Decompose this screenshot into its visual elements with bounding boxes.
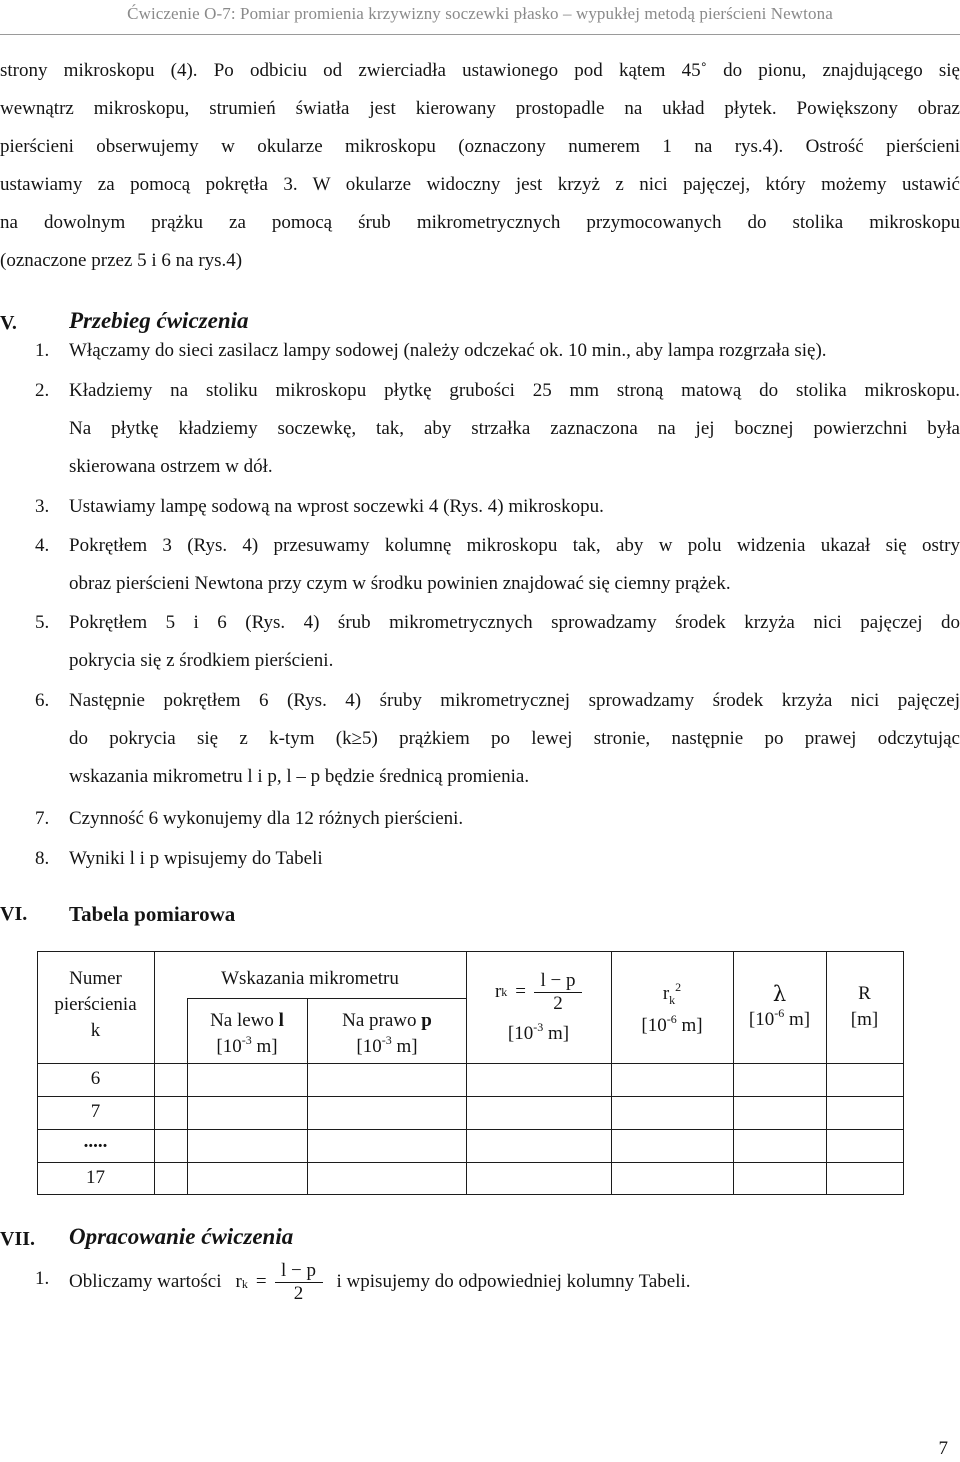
step-line: obraz pierścieni Newtona przy czym w środku powinien znajdować się ciemny prążek. xyxy=(69,573,731,594)
step-line: skierowana ostrzem w dół. xyxy=(69,456,273,477)
unit: [10 xyxy=(641,1014,667,1036)
section-number: VII. xyxy=(0,1228,36,1250)
denominator: 2 xyxy=(293,1282,304,1304)
header-text: k xyxy=(90,1020,101,1041)
table-line xyxy=(903,951,904,1195)
measurement-table xyxy=(37,951,904,1195)
table-line xyxy=(37,1096,904,1097)
unit: m] xyxy=(251,1036,278,1057)
exponent: -3 xyxy=(241,1033,252,1047)
header-rule xyxy=(0,34,960,35)
intro-line: pierścieni obserwujemy w okularze mikroskopu (oznaczony numerem 1 na rys.4). Ostrość pierścieni xyxy=(0,136,960,157)
table-line xyxy=(37,1194,904,1195)
section-vi-heading xyxy=(0,903,960,935)
rk-symbol: r xyxy=(494,981,502,1002)
fraction xyxy=(534,970,582,1015)
step-line: do pokrycia się z k-tym (k≥5) prążkiem po lewej stronie, następnie po prawej odczytując xyxy=(69,728,960,749)
rk-symbol: r xyxy=(235,1271,242,1292)
step-text: Obliczamy wartości xyxy=(69,1271,222,1292)
fraction xyxy=(275,1260,323,1305)
unit: m] xyxy=(391,1036,418,1057)
step-line: pokrycia się z środkiem pierścieni. xyxy=(69,650,334,671)
header-text: Na prawo xyxy=(342,1010,417,1031)
rk-sub: k xyxy=(669,992,676,1007)
intro-line: (oznaczone przez 5 i 6 na rys.4) xyxy=(0,250,243,271)
section-vii-heading xyxy=(0,1226,960,1258)
table-line xyxy=(37,1162,904,1163)
exponent: -6 xyxy=(774,1006,785,1020)
exponent: -6 xyxy=(666,1011,677,1026)
page-number: 7 xyxy=(938,1438,948,1459)
step-line: Pokrętłem 5 i 6 (Rys. 4) śrub mikrometrycznych sprowadzamy środek krzyża nici pajęczej do xyxy=(69,612,960,633)
section-number: VI. xyxy=(0,903,28,925)
step-line: wskazania mikrometru l i p, l – p będzie średnicą promienia. xyxy=(69,766,530,787)
lambda-symbol: λ xyxy=(772,982,787,1006)
step-number: 5. xyxy=(35,612,50,633)
section-number: V. xyxy=(0,312,17,334)
intro-line: ustawiamy za pomocą pokrętła 3. W okularze widoczny jest krzyż z nici pajęczej, który możemy ustawić xyxy=(0,174,960,195)
step-number: 7. xyxy=(35,808,50,829)
step-number: 1. xyxy=(35,1268,50,1289)
table-line xyxy=(37,1063,904,1064)
intro-paragraph xyxy=(0,52,960,280)
intro-line: strony mikroskopu (4). Po odbiciu od zwierciadła ustawionego pod kątem 45˚ do pionu, znajdującego się xyxy=(0,60,960,81)
step-number: 1. xyxy=(35,340,50,361)
header-rk xyxy=(466,969,611,1047)
var-p: p xyxy=(421,1010,432,1031)
final-step xyxy=(0,1258,960,1308)
header-micrometer: Wskazania mikrometru xyxy=(221,968,399,989)
equals: = xyxy=(515,981,527,1002)
step-number: 3. xyxy=(35,496,50,517)
header-ring-number xyxy=(37,966,154,1044)
header-left xyxy=(187,1008,307,1060)
header-right xyxy=(307,1008,467,1060)
step-number: 2. xyxy=(35,380,50,401)
step-number: 6. xyxy=(35,690,50,711)
header-text: Na lewo xyxy=(210,1010,274,1031)
rk-symbol: r xyxy=(662,983,670,1004)
step-number: 4. xyxy=(35,535,50,556)
table-line xyxy=(37,951,904,952)
unit: [10 xyxy=(216,1036,242,1057)
section-title: Przebieg ćwiczenia xyxy=(69,308,249,333)
table-row-label: 17 xyxy=(86,1167,105,1188)
exponent: -3 xyxy=(533,1020,544,1034)
var-l: l xyxy=(278,1010,284,1031)
step-line: Ustawiamy lampę sodową na wprost soczewki 4 (Rys. 4) mikroskopu. xyxy=(69,496,604,517)
unit: [10 xyxy=(356,1036,382,1057)
table-line xyxy=(187,998,467,999)
header-radius xyxy=(826,981,903,1033)
section-title: Opracowanie ćwiczenia xyxy=(69,1224,294,1249)
numerator: l − p xyxy=(540,969,576,991)
step-line: Następnie pokrętłem 6 (Rys. 4) śruby mikrometrycznej sprowadzamy środek krzyża nici pajęczej xyxy=(69,690,960,711)
table-row-label: ..... xyxy=(83,1131,108,1152)
numerator: l − p xyxy=(281,1259,317,1281)
denominator: 2 xyxy=(553,992,563,1014)
rk-sub: k xyxy=(241,1277,248,1291)
intro-line: na dowolnym prążku za pomocą śrub mikrometrycznych przymocowanych do stolika mikroskopu xyxy=(0,212,960,233)
header-text: pierścienia xyxy=(54,994,137,1015)
rk-sub: k xyxy=(501,985,508,999)
unit: m] xyxy=(676,1014,703,1036)
header-text: Numer xyxy=(69,968,122,989)
step-line: Pokrętłem 3 (Rys. 4) przesuwamy kolumnę mikroskopu tak, aby w polu widzenia ukazał się ostry xyxy=(69,535,960,556)
exponent: 2 xyxy=(675,980,682,994)
step-line: Kładziemy na stoliku mikroskopu płytkę grubości 25 mm stroną matową do stolika mikroskopu. xyxy=(69,380,960,401)
table-line xyxy=(37,1129,904,1130)
table-row-label: 6 xyxy=(90,1068,101,1089)
table-row-label: 7 xyxy=(90,1101,101,1122)
step-line: Na płytkę kładziemy soczewkę, tak, aby strzałka zaznaczona na jej bocznej powierzchni była xyxy=(69,418,960,439)
intro-line: wewnątrz mikroskopu, strumień światła jest kierowany prostopadle na układ płytek. Powiększony obraz xyxy=(0,98,960,119)
unit: m] xyxy=(784,1009,811,1030)
radius-symbol: R xyxy=(858,983,871,1004)
step-line: Wyniki l i p wpisujemy do Tabeli xyxy=(69,848,323,869)
step-text: i wpisujemy do odpowiedniej kolumny Tabeli. xyxy=(336,1271,691,1292)
header-lambda xyxy=(733,981,826,1033)
unit: m] xyxy=(543,1023,570,1044)
page-header: Ćwiczenie O-7: Pomiar promienia krzywizny soczewki płasko – wypukłej metodą pierścieni Newtona xyxy=(127,4,833,23)
header-rk-squared xyxy=(611,981,733,1039)
step-number: 8. xyxy=(35,848,50,869)
step-line: Czynność 6 wykonujemy dla 12 różnych pierścieni. xyxy=(69,808,464,829)
step-line: Włączamy do sieci zasilacz lampy sodowej (należy odczekać ok. 10 min., aby lampa rozgrzała się). xyxy=(69,340,827,361)
exponent: -3 xyxy=(381,1033,392,1047)
equals: = xyxy=(255,1271,267,1292)
unit: [10 xyxy=(748,1009,775,1030)
section-title: Tabela pomiarowa xyxy=(69,902,236,926)
unit: [10 xyxy=(507,1023,534,1044)
unit: [m] xyxy=(850,1009,879,1030)
